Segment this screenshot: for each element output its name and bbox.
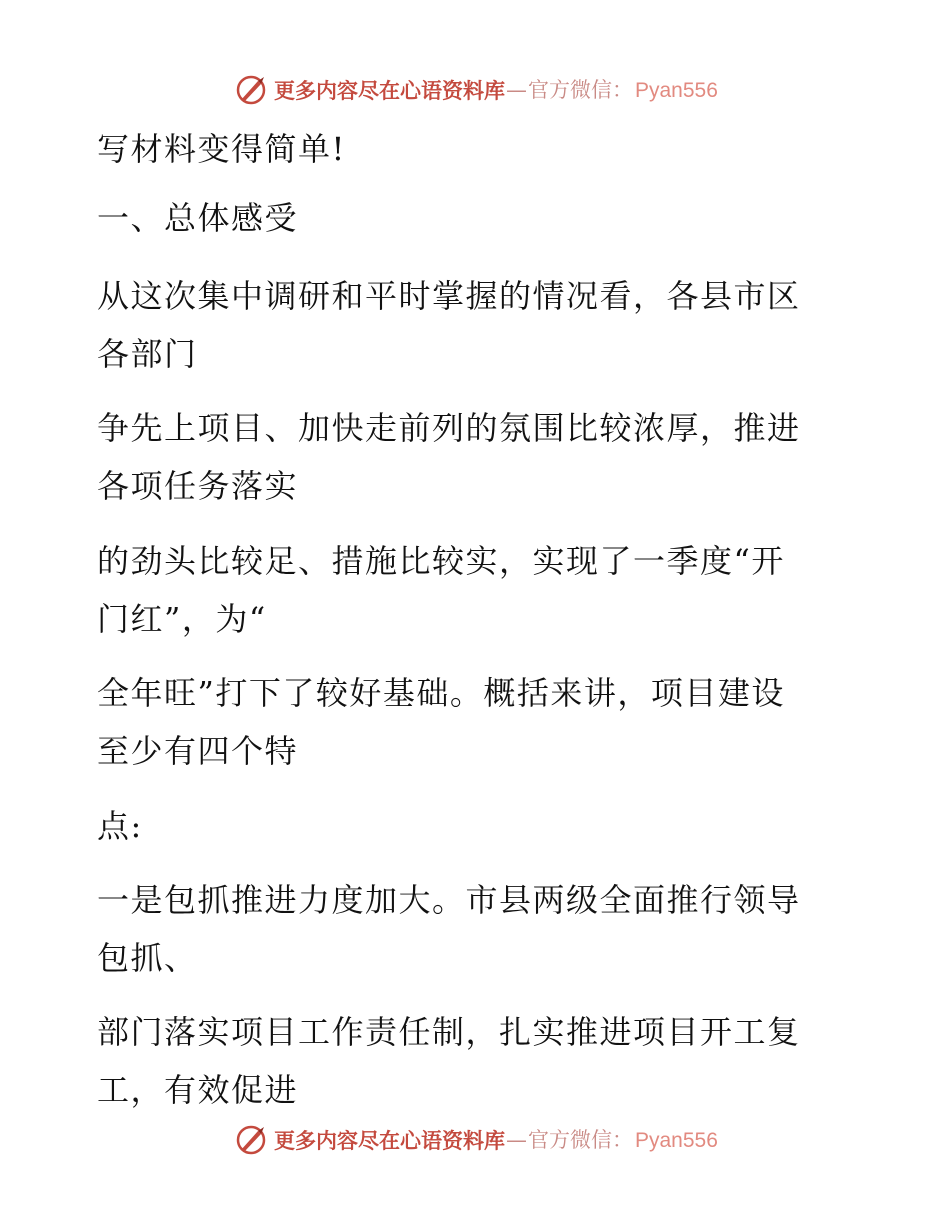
watermark-wechat-id: Pyan556 xyxy=(635,1128,718,1152)
watermark-dash: — xyxy=(506,1127,527,1152)
watermark-wechat-label: 官方微信： xyxy=(528,77,633,102)
text-line: 包抓、 xyxy=(97,939,198,977)
text-line: 工，有效促进 xyxy=(97,1071,299,1109)
text-line: 至少有四个特 xyxy=(97,732,299,770)
text-line: 点: xyxy=(97,807,143,845)
text-line: 各项任务落实 xyxy=(97,467,299,505)
watermark-wechat-id: Pyan556 xyxy=(635,78,718,102)
text-line: 全年旺”打下了较好基础。概括来讲，项目建设 xyxy=(97,674,785,712)
footer-watermark xyxy=(234,1123,718,1157)
text-line: 一是包抓推进力度加大。市县两级全面推行领导 xyxy=(97,881,801,919)
text-line: 的劲头比较足、措施比较实，实现了一季度“开 xyxy=(97,542,785,580)
quill-pen-logo-icon xyxy=(234,1123,268,1157)
text-line: 各部门 xyxy=(97,335,198,373)
quill-pen-logo-icon xyxy=(234,73,268,107)
watermark-site-text: 更多内容尽在心语资料库 xyxy=(274,1127,505,1153)
watermark-dash: — xyxy=(506,77,527,102)
text-line: 部门落实项目工作责任制，扎实推进项目开工复 xyxy=(97,1013,801,1051)
text-line: 争先上项目、加快走前列的氛围比较浓厚，推进 xyxy=(97,409,801,447)
section-heading: 一、总体感受 xyxy=(97,199,299,237)
watermark-wechat-label: 官方微信： xyxy=(528,1127,633,1152)
watermark-site-text: 更多内容尽在心语资料库 xyxy=(274,77,505,103)
text-line: 从这次集中调研和平时掌握的情况看，各县市区 xyxy=(97,277,801,315)
text-line: 写材料变得简单! xyxy=(97,130,346,168)
text-line: 门红”，为“ xyxy=(97,600,267,638)
header-watermark xyxy=(234,73,718,107)
